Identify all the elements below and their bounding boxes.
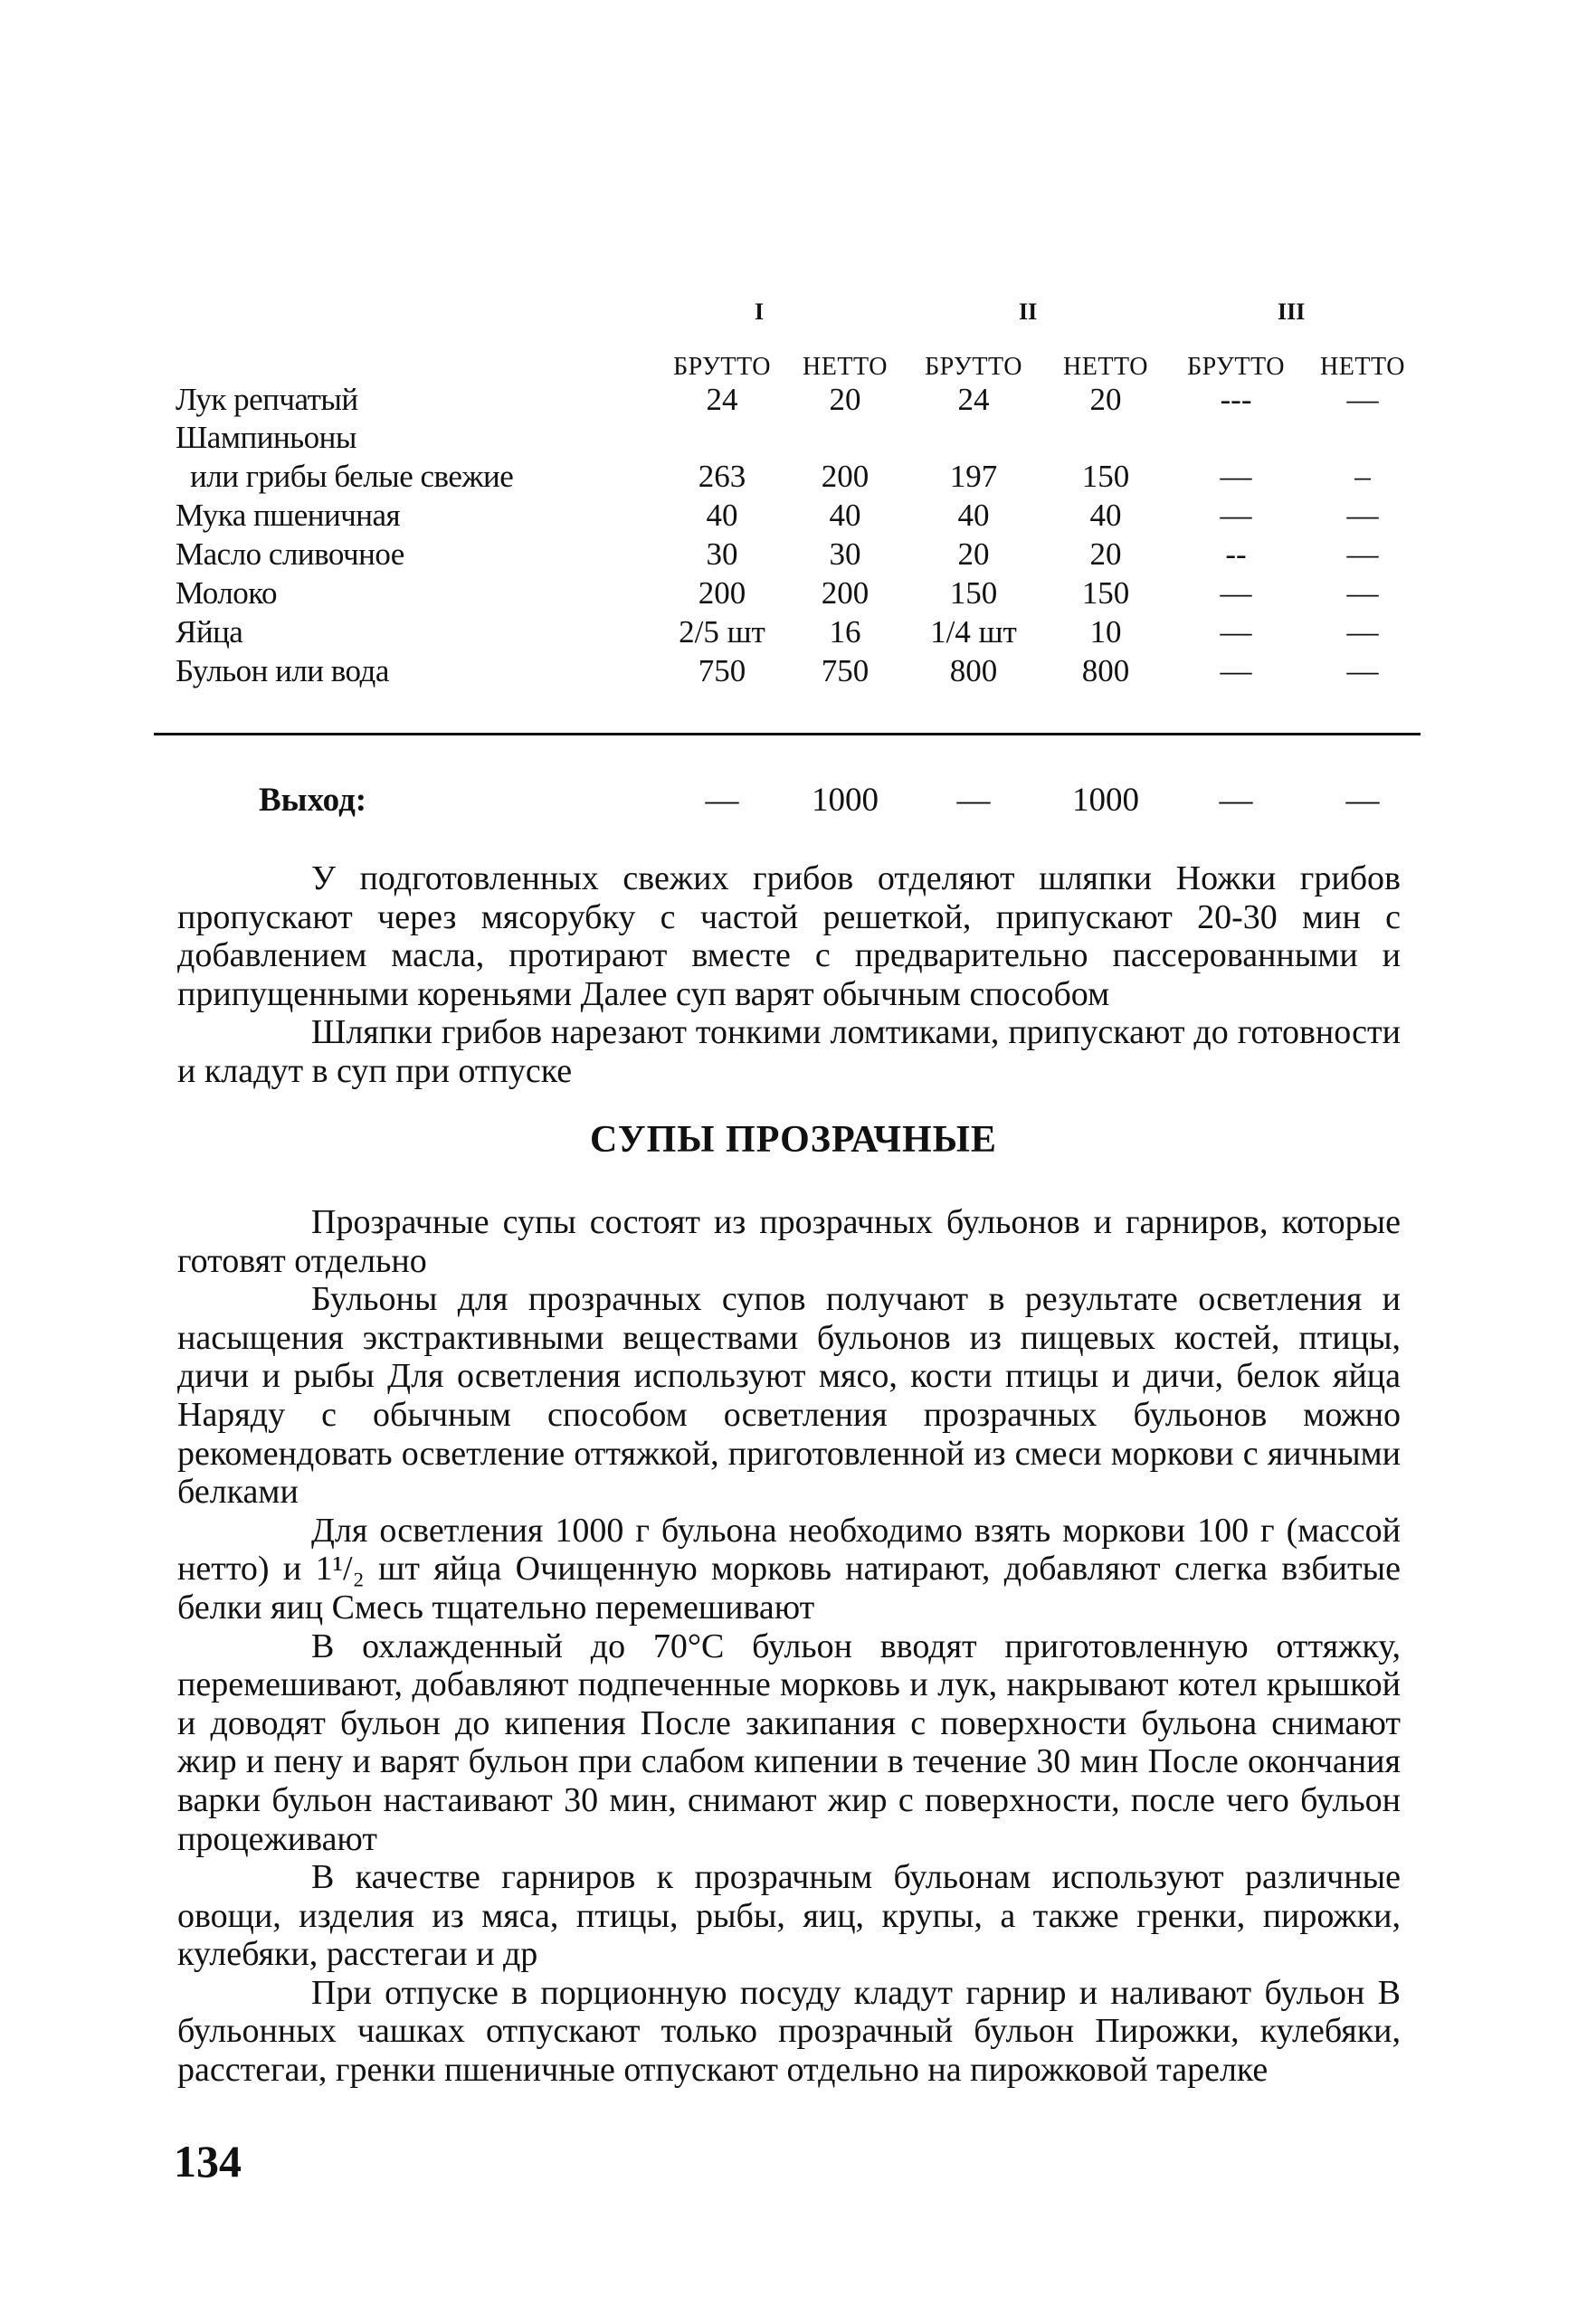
cell: — [1220,575,1252,611]
paragraph: Прозрачные супы состоят из прозрачных бульонов и гарниров, которые готовят отдельно [177,1203,1401,1280]
table-row [176,380,1430,420]
row-name: Бульон или вода [176,653,389,688]
table-row [176,574,1430,613]
cell: 20 [1089,536,1122,572]
section-title: СУПЫ ПРОЗРАЧНЫЕ [590,1119,997,1161]
paragraph: Бульоны для прозрачных супов получают в результате осветления и насыщения экстрактивными веществами бульонов из пищевых костей, птицы, дичи и рыбы Для осветления используют мясо, кости птицы и дичи, белок яйца Наряду с обычным способом осветления прозрачных бульонов можно рекомендовать осветление оттяжкой, приготовленной из смеси моркови с яичными белками [177,1280,1401,1512]
cell: 200 [698,575,746,611]
cell: 750 [821,653,870,688]
col-header-brutto-2: БРУТТО [925,353,1022,381]
cell: — [705,782,739,819]
output-label: Выход: [259,782,367,819]
table-row [176,651,1430,691]
cell: 1/4 шт [930,614,1017,650]
cell: – [1354,459,1371,494]
col-header-netto-1: НЕТТО [803,353,888,381]
cell: 200 [821,459,870,494]
cell: -- [1225,536,1247,572]
cell: 40 [829,498,861,533]
cell: 24 [706,382,738,417]
row-name: Молоко [176,575,277,611]
cell: 800 [1081,653,1130,688]
table-row [176,496,1430,536]
cell: 1000 [812,782,879,819]
row-name: Лук репчатый [176,382,358,417]
col-header-netto-2: НЕТТО [1063,353,1148,381]
cell: 40 [1089,498,1122,533]
table-row [176,457,1430,497]
cell: — [1220,498,1252,533]
paragraph: У подготовленных свежих грибов отделяют шляпки Ножки грибов пропускают через мясорубку с частой решеткой, припускают 20-30 мин с добавлением масла, протирают вместе с предварительно пассерованными и припущенными кореньями Далее суп варят обычным способом [177,859,1401,1013]
cell: 40 [957,498,990,533]
cell: 263 [698,459,746,494]
table-row [176,418,1430,458]
cell: 150 [1081,575,1130,611]
cell: 30 [706,536,738,572]
row-name: Яйца [176,614,243,650]
page-number: 134 [174,2136,242,2186]
cell: — [1346,536,1379,572]
cell: 30 [829,536,861,572]
cell: 16 [829,614,861,650]
cell: 24 [957,382,990,417]
col-header-brutto-3: БРУТТО [1187,353,1285,381]
table-divider [154,733,1421,735]
cell: 20 [829,382,861,417]
cell: 2/5 шт [679,614,765,650]
col-header-brutto-1: БРУТТО [673,353,771,381]
cell: 10 [1089,614,1122,650]
cell: --- [1220,382,1252,417]
cell: — [1346,614,1379,650]
cell: — [1220,459,1252,494]
cell: — [1345,782,1380,819]
col-header-netto-3: НЕТТО [1320,353,1405,381]
paragraph: Шляпки грибов нарезают тонкими ломтиками, припускают до готовности и кладут в суп при отпуске [177,1013,1401,1090]
cell: — [1346,498,1379,533]
cell: — [1346,575,1379,611]
group-header-1: I [755,299,765,325]
paragraph: Для осветления 1000 г бульона необходимо взять моркови 100 г (массой нетто) и 1¹/₂ шт яйца Очищенную морковь натирают, добавляют слегка взбитые белки яиц Смесь тщательно перемешивают [177,1511,1401,1627]
cell: 750 [698,653,746,688]
cell: 20 [1089,382,1122,417]
cell: — [1220,653,1252,688]
group-header-3: III [1278,299,1306,325]
cell: 150 [949,575,998,611]
cell: 20 [957,536,990,572]
cell: — [1219,782,1253,819]
cell: — [1346,382,1379,417]
paragraph: В охлажденный до 70°С бульон вводят приготовленную оттяжку, перемешивают, добавляют подпеченные морковь и лук, накрывают котел крышкой и доводят бульон до кипения После закипания с поверхности бульона снимают жир и пену и варят бульон при слабом кипении в течение 30 мин После окончания варки бульон настаивают 30 мин, снимают жир с поверхности, после чего бульон процеживают [177,1627,1401,1858]
cell: 800 [949,653,998,688]
cell: — [1346,653,1379,688]
cell: 150 [1081,459,1130,494]
output-row [176,778,1430,823]
table-row [176,535,1430,574]
group-header-2: II [1019,299,1038,325]
cell: 200 [821,575,870,611]
cell: 1000 [1072,782,1139,819]
cell: 197 [949,459,998,494]
row-name: Шампиньоны [176,420,356,455]
section-body [177,1203,1401,2090]
row-name: или грибы белые свежие [190,459,514,494]
table-row [176,612,1430,652]
recipe-instructions [177,859,1401,1091]
cell: 40 [706,498,738,533]
cell: — [956,782,991,819]
paragraph: При отпуске в порционную посуду кладут гарнир и наливают бульон В бульонных чашках отпускают только прозрачный бульон Пирожки, кулебяки, расстегаи, гренки пшеничные отпускают отдельно на пирожковой тарелке [177,1973,1401,2090]
row-name: Масло сливочное [176,536,404,572]
paragraph: В качестве гарниров к прозрачным бульонам используют различные овощи, изделия из мяса, птицы, рыбы, яиц, крупы, а также гренки, пирожки, кулебяки, расстегаи и др [177,1858,1401,1974]
row-name: Мука пшеничная [176,498,401,533]
cell: — [1220,614,1252,650]
